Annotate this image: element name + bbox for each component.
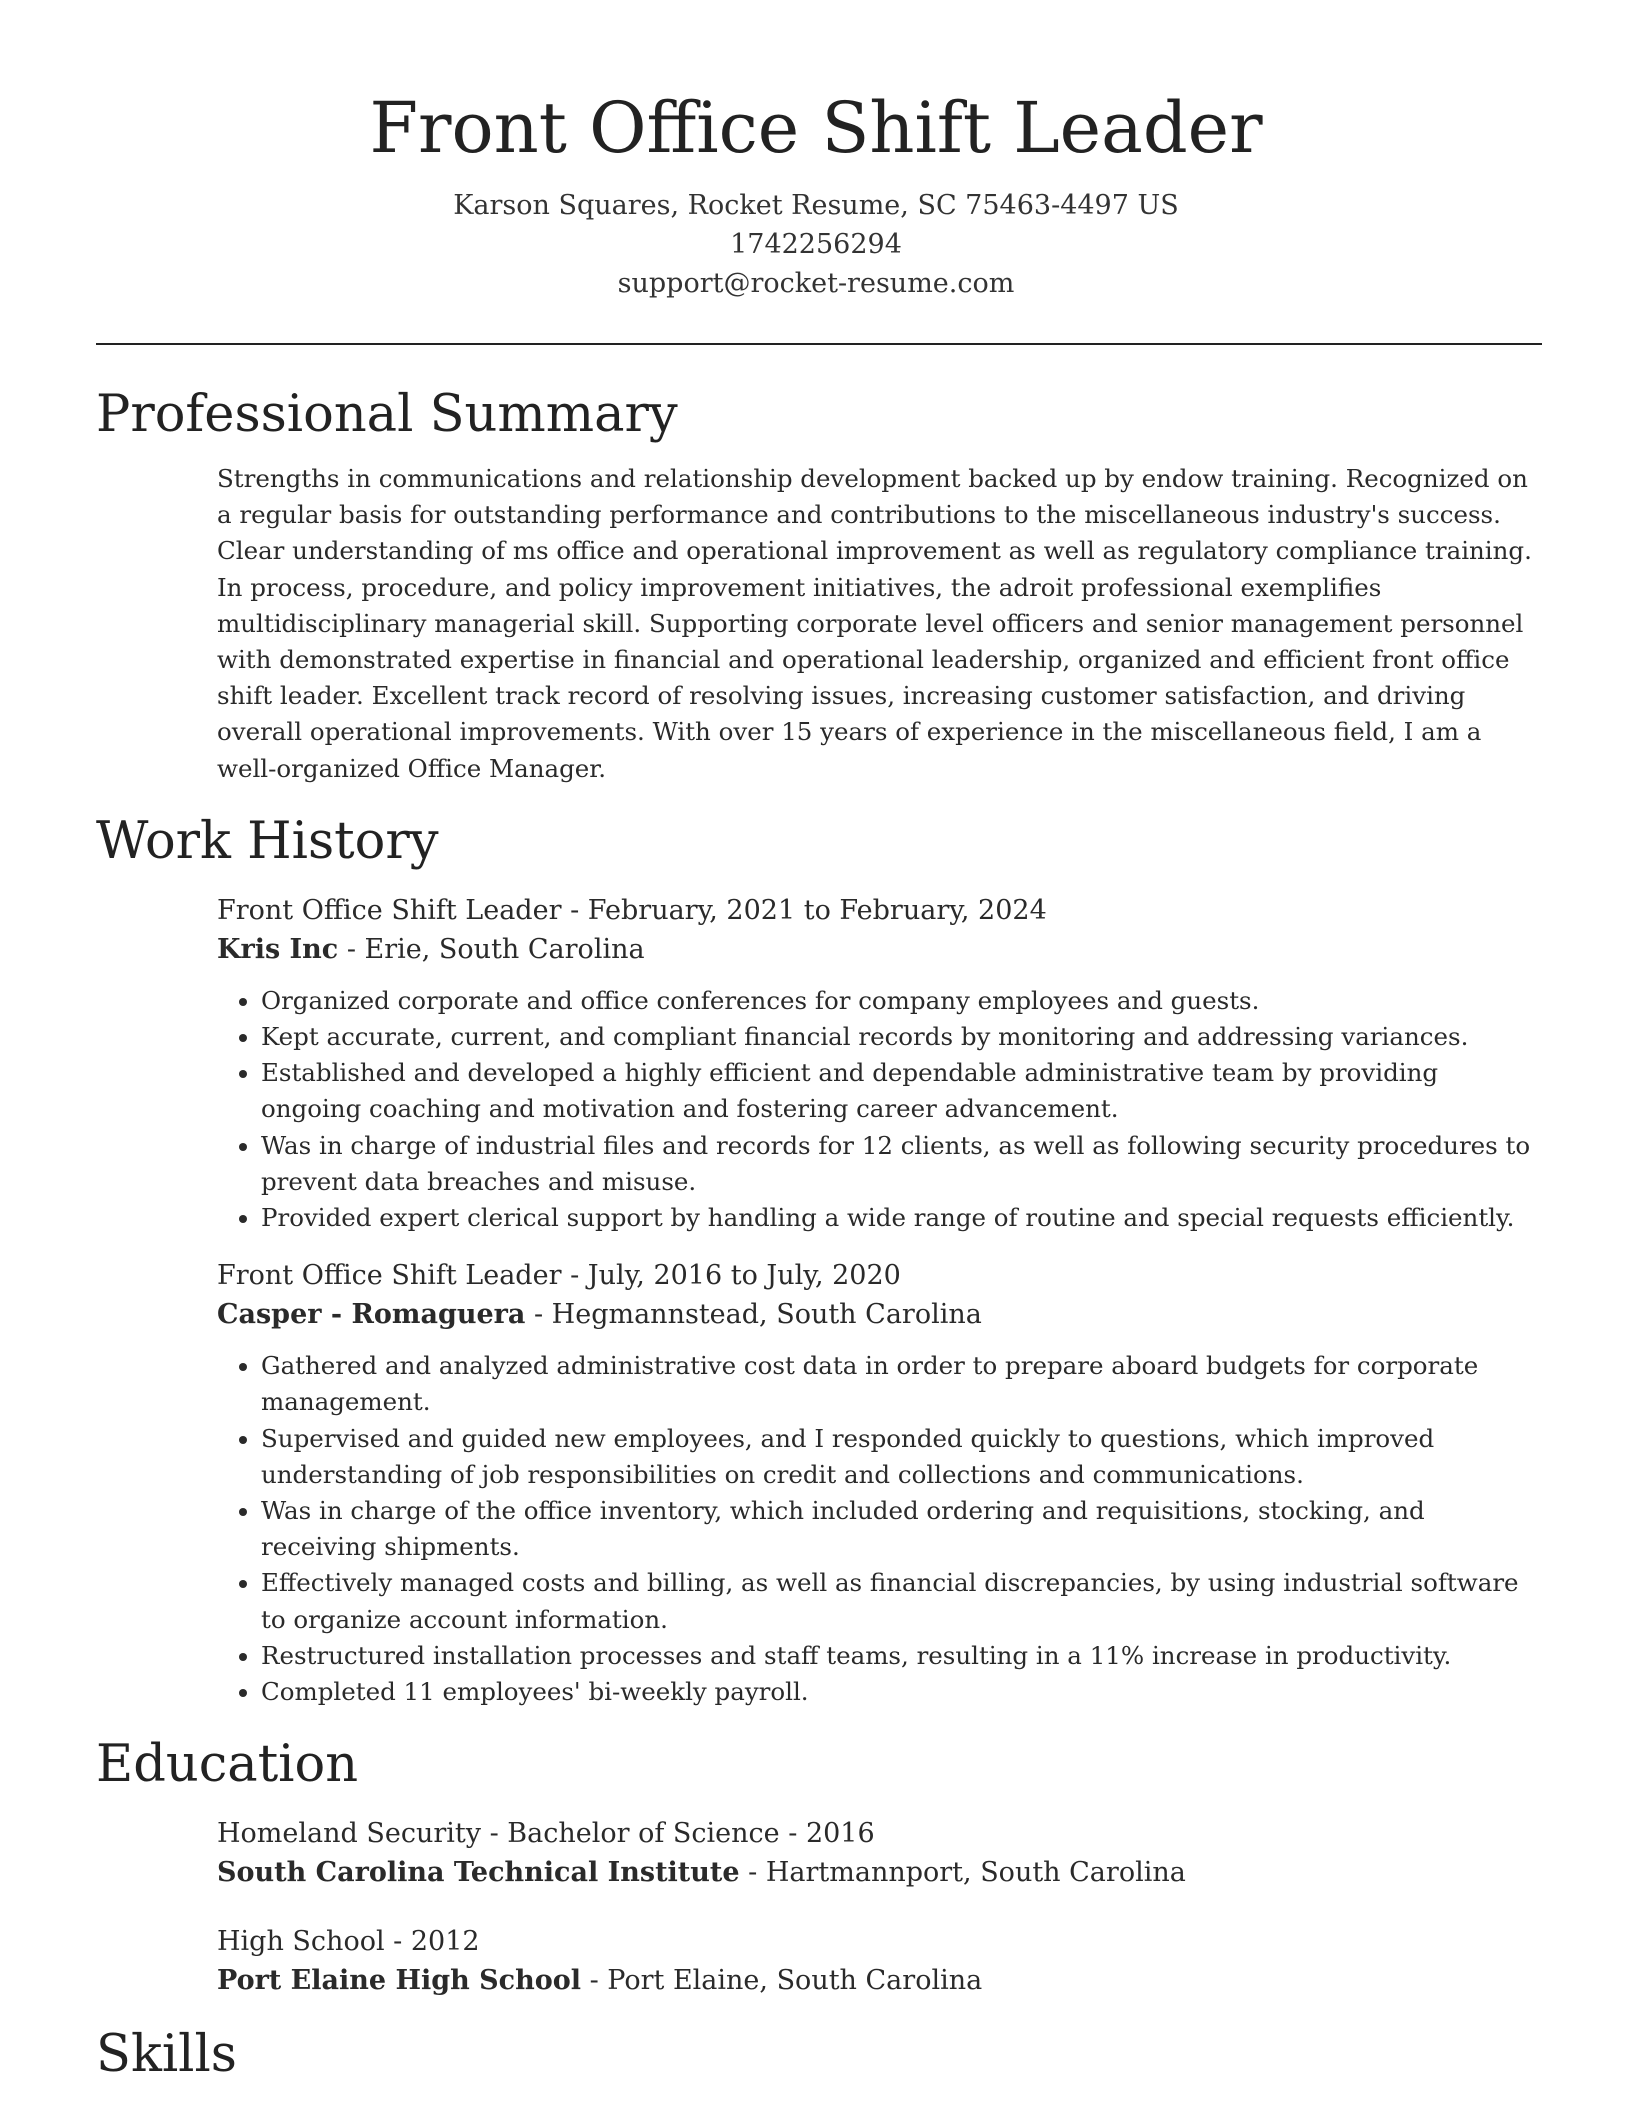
resume-content bbox=[96, 380, 1542, 2090]
job-dates: - July, 2016 to July, 2020 bbox=[561, 1260, 901, 1292]
list-item: • Completed 11 employees' bi-weekly payroll. bbox=[261, 1674, 1542, 1710]
education-degree-line bbox=[217, 1814, 1542, 1853]
education-school: South Carolina Technical Institute bbox=[217, 1857, 740, 1889]
contact-phone: 1742256294 bbox=[730, 229, 902, 260]
job-dates: - February, 2021 to February, 2024 bbox=[561, 894, 1047, 926]
work-history-heading: Work History bbox=[96, 811, 439, 871]
job-role: Front Office Shift Leader bbox=[217, 1260, 562, 1292]
education-degree: Homeland Security - Bachelor of Science bbox=[217, 1818, 780, 1850]
job-location: - Erie, South Carolina bbox=[338, 933, 645, 965]
list-item: • Provided expert clerical support by handling a wide range of routine and special requests efficiently. bbox=[261, 1200, 1542, 1236]
summary-section bbox=[96, 380, 1542, 787]
job-bullets bbox=[217, 983, 1542, 1236]
contact-address: Karson Squares, Rocket Resume, SC 75463-4497 US bbox=[453, 190, 1179, 221]
education-school: Port Elaine High School bbox=[217, 1965, 581, 1997]
job-title-line bbox=[217, 1256, 1542, 1295]
education-degree: High School bbox=[217, 1926, 385, 1958]
education-location: - Hartmannport, South Carolina bbox=[739, 1857, 1186, 1889]
header-divider bbox=[96, 343, 1542, 345]
summary-text: Strengths in communications and relationship development backed up by endow training. Recognized on a regular basis for outstanding performance and contributions to the miscellaneous industry's success. Clear understanding of ms office and operational improvement as well as regulatory compliance training. In process, procedure, and policy improvement initiatives, the adroit professional exemplifies multidisciplinary managerial skill. Supporting corporate level officers and senior management personnel with demonstrated expertise in financial and operational leadership, organized and efficient front office shift leader. Excellent track record of resolving issues, increasing customer satisfaction, and driving overall operational improvements. With over 15 years of experience in the miscellaneous field, I am a well-organized Office Manager. bbox=[217, 464, 1532, 783]
resume-header bbox=[0, 0, 1632, 303]
list-item: • Kept accurate, current, and compliant financial records by monitoring and addressing variances. bbox=[261, 1019, 1542, 1055]
education-location: - Port Elaine, South Carolina bbox=[581, 1965, 983, 1997]
education-entry bbox=[217, 1814, 1542, 1892]
job-title-line bbox=[217, 891, 1542, 930]
list-item: • Restructured installation processes and staff teams, resulting in a 11% increase in productivity. bbox=[261, 1638, 1542, 1674]
job-company: Kris Inc bbox=[217, 933, 339, 965]
work-history-section bbox=[96, 807, 1542, 1710]
job-entry bbox=[217, 891, 1542, 1236]
job-company: Casper - Romaguera bbox=[217, 1299, 526, 1331]
job-role: Front Office Shift Leader bbox=[217, 894, 562, 926]
list-item: • Established and developed a highly efficient and dependable administrative team by providing ongoing coaching and motivation and fostering career advancement. bbox=[261, 1055, 1542, 1127]
contact-email: support@rocket-resume.com bbox=[617, 268, 1015, 299]
list-item: • Was in charge of industrial files and records for 12 clients, as well as following security procedures to prevent data breaches and misuse. bbox=[261, 1128, 1542, 1200]
list-item: • Effectively managed costs and billing, as well as financial discrepancies, by using industrial software to organize account information. bbox=[261, 1565, 1542, 1637]
education-school-line bbox=[217, 1961, 1542, 2000]
job-bullets bbox=[217, 1348, 1542, 1710]
education-entry bbox=[217, 1922, 1542, 2000]
list-item: • Organized corporate and office conferences for company employees and guests. bbox=[261, 983, 1542, 1019]
education-section bbox=[96, 1730, 1542, 2000]
education-year: - 2012 bbox=[384, 1926, 480, 1958]
education-year: - 2016 bbox=[779, 1818, 875, 1850]
list-item: • Was in charge of the office inventory, which included ordering and requisitions, stocking, and receiving shipments. bbox=[261, 1493, 1542, 1565]
job-entry bbox=[217, 1256, 1542, 1710]
education-school-line bbox=[217, 1853, 1542, 1892]
list-item: • Supervised and guided new employees, and I responded quickly to questions, which improved understanding of job responsibilities on credit and collections and communications. bbox=[261, 1421, 1542, 1493]
education-heading: Education bbox=[96, 1735, 359, 1795]
job-company-line bbox=[217, 930, 1542, 969]
job-company-line bbox=[217, 1295, 1542, 1334]
skills-heading: Skills bbox=[96, 2025, 237, 2085]
summary-heading: Professional Summary bbox=[96, 385, 678, 444]
list-item: • Gathered and analyzed administrative cost data in order to prepare aboard budgets for corporate management. bbox=[261, 1348, 1542, 1420]
education-degree-line bbox=[217, 1922, 1542, 1961]
page-title: Front Office Shift Leader bbox=[369, 87, 1263, 169]
skills-section bbox=[96, 2020, 1542, 2090]
job-location: - Hegmannstead, South Carolina bbox=[525, 1299, 982, 1331]
